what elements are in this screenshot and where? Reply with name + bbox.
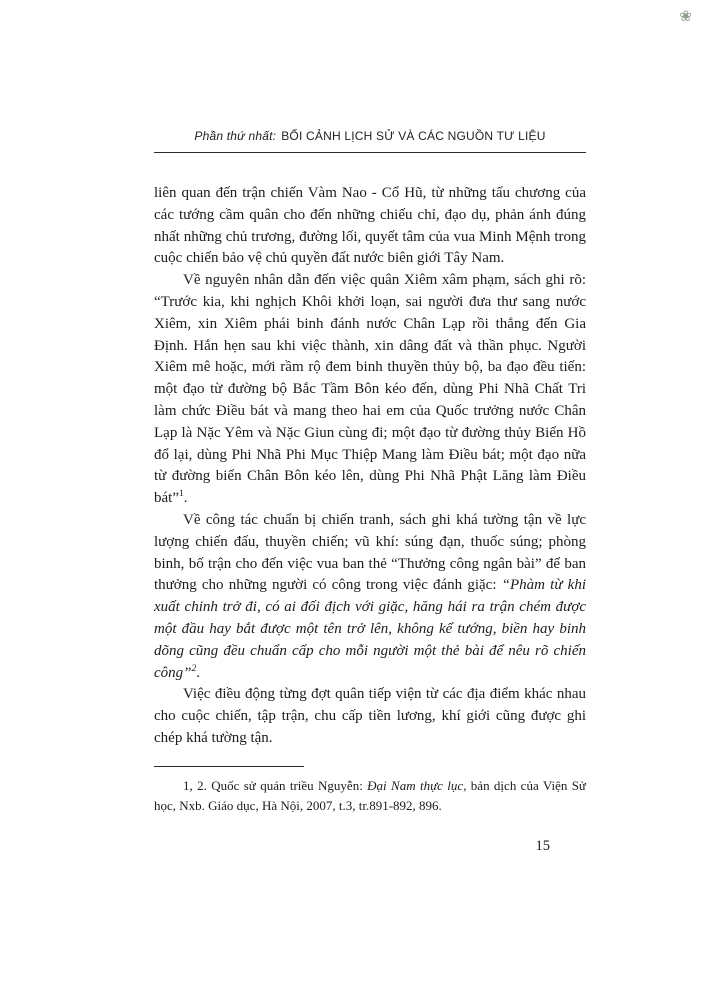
text-run: 1, 2. Quốc sử quán triều Nguyễn: <box>183 777 368 793</box>
paragraph <box>154 510 586 684</box>
footnote-separator <box>154 766 304 767</box>
body-text <box>154 183 586 750</box>
text-run: Về công tác chuẩn bị chiến tranh, sách ghi khá tường tận về lực lượng chiến đấu, thuyền chiến; vũ khí: súng đạn, thuốc súng; phòng binh, bố trận cho đến việc vua ban thẻ “Thưởng công ngân bài” để ban thưởng cho những người có công trong việc đánh giặc: <box>154 511 586 594</box>
running-head-part-label: Phần thứ nhất: <box>194 129 277 143</box>
footnote-text <box>154 776 586 816</box>
quoted-text-run: “Phàm từ khi xuất chinh trở đi, có ai đối địch với giặc, hăng hái ra trận chém được một đầu hay bắt được một tên trở lên, không kể tướng, biền hay binh dõng cũng đều chuẩn cấp cho mỗi người một thẻ bài để nêu rõ chiến công” <box>154 577 586 681</box>
text-run: . <box>196 664 200 681</box>
text-run: liên quan đến trận chiến Vàm Nao - Cổ Hũ, từ những tấu chương của các tướng cầm quân cho đến những chiếu chỉ, đạo dụ, phản ánh đúng nhất những chủ trương, đường lối, quyết tâm của vua Minh Mệnh trong cuộc chiến bảo vệ chủ quyền đất nước biên giới Tây Nam. <box>154 185 586 267</box>
paragraph <box>154 684 586 749</box>
text-run: Về nguyên nhân dẫn đến việc quân Xiêm xâm phạm, sách ghi rõ: “Trước kia, khi nghịch Khôi khởi loạn, sai người đưa thư sang nước Xiêm, xin Xiêm phái binh đánh nước Chân Lạp rồi thẳng đến Gia Định. Hắn hẹn sau khi việc thành, xin dâng đất và thần phục. Người Xiêm mê hoặc, mới rầm rộ đem binh thuyền thủy bộ, ba đạo đều tiến: một đạo từ đường bộ Bắc Tầm Bôn kéo đến, dùng Phi Nhã Chất Tri làm chức Điều bát và mang theo hai em của Quốc trưởng nước Chân Lạp là Nặc Yêm và Nặc Giun cùng đi; một đạo từ đường thủy Biển Hồ đổ lại, dùng Phi Nhã Phi Mục Thiệp Mang làm Điều bát; một đạo nữa từ đường biển Chân Bôn kéo lên, dùng Phi Nhã Phật Lăng làm Điều bát” <box>154 272 586 507</box>
footnote-marker: 2 <box>191 663 197 674</box>
paragraph <box>154 183 586 270</box>
text-run: Việc điều động từng đợt quân tiếp viện từ các địa điểm khác nhau cho cuộc chiến, tập trận, chu cấp tiền lương, khí giới cũng được ghi chép khá tường tận. <box>154 686 586 746</box>
paragraph <box>154 270 586 510</box>
page-number: 15 <box>535 837 550 854</box>
text-run: , bản dịch của Viện Sử học, Nxb. Giáo dục, Hà Nội, 2007, t.3, tr.891-892, 896. <box>154 777 586 813</box>
page-content <box>154 129 586 855</box>
running-head-section-title: BỐI CẢNH LỊCH SỬ VÀ CÁC NGUỒN TƯ LIỆU <box>281 129 546 143</box>
footnote-block <box>154 766 586 816</box>
footnote-marker: 1 <box>178 489 184 500</box>
quoted-text-run: Đại Nam thực lục <box>367 777 464 793</box>
floral-ornament-icon: ❀ <box>679 7 692 25</box>
running-head <box>154 129 586 153</box>
text-run: . <box>183 490 188 507</box>
